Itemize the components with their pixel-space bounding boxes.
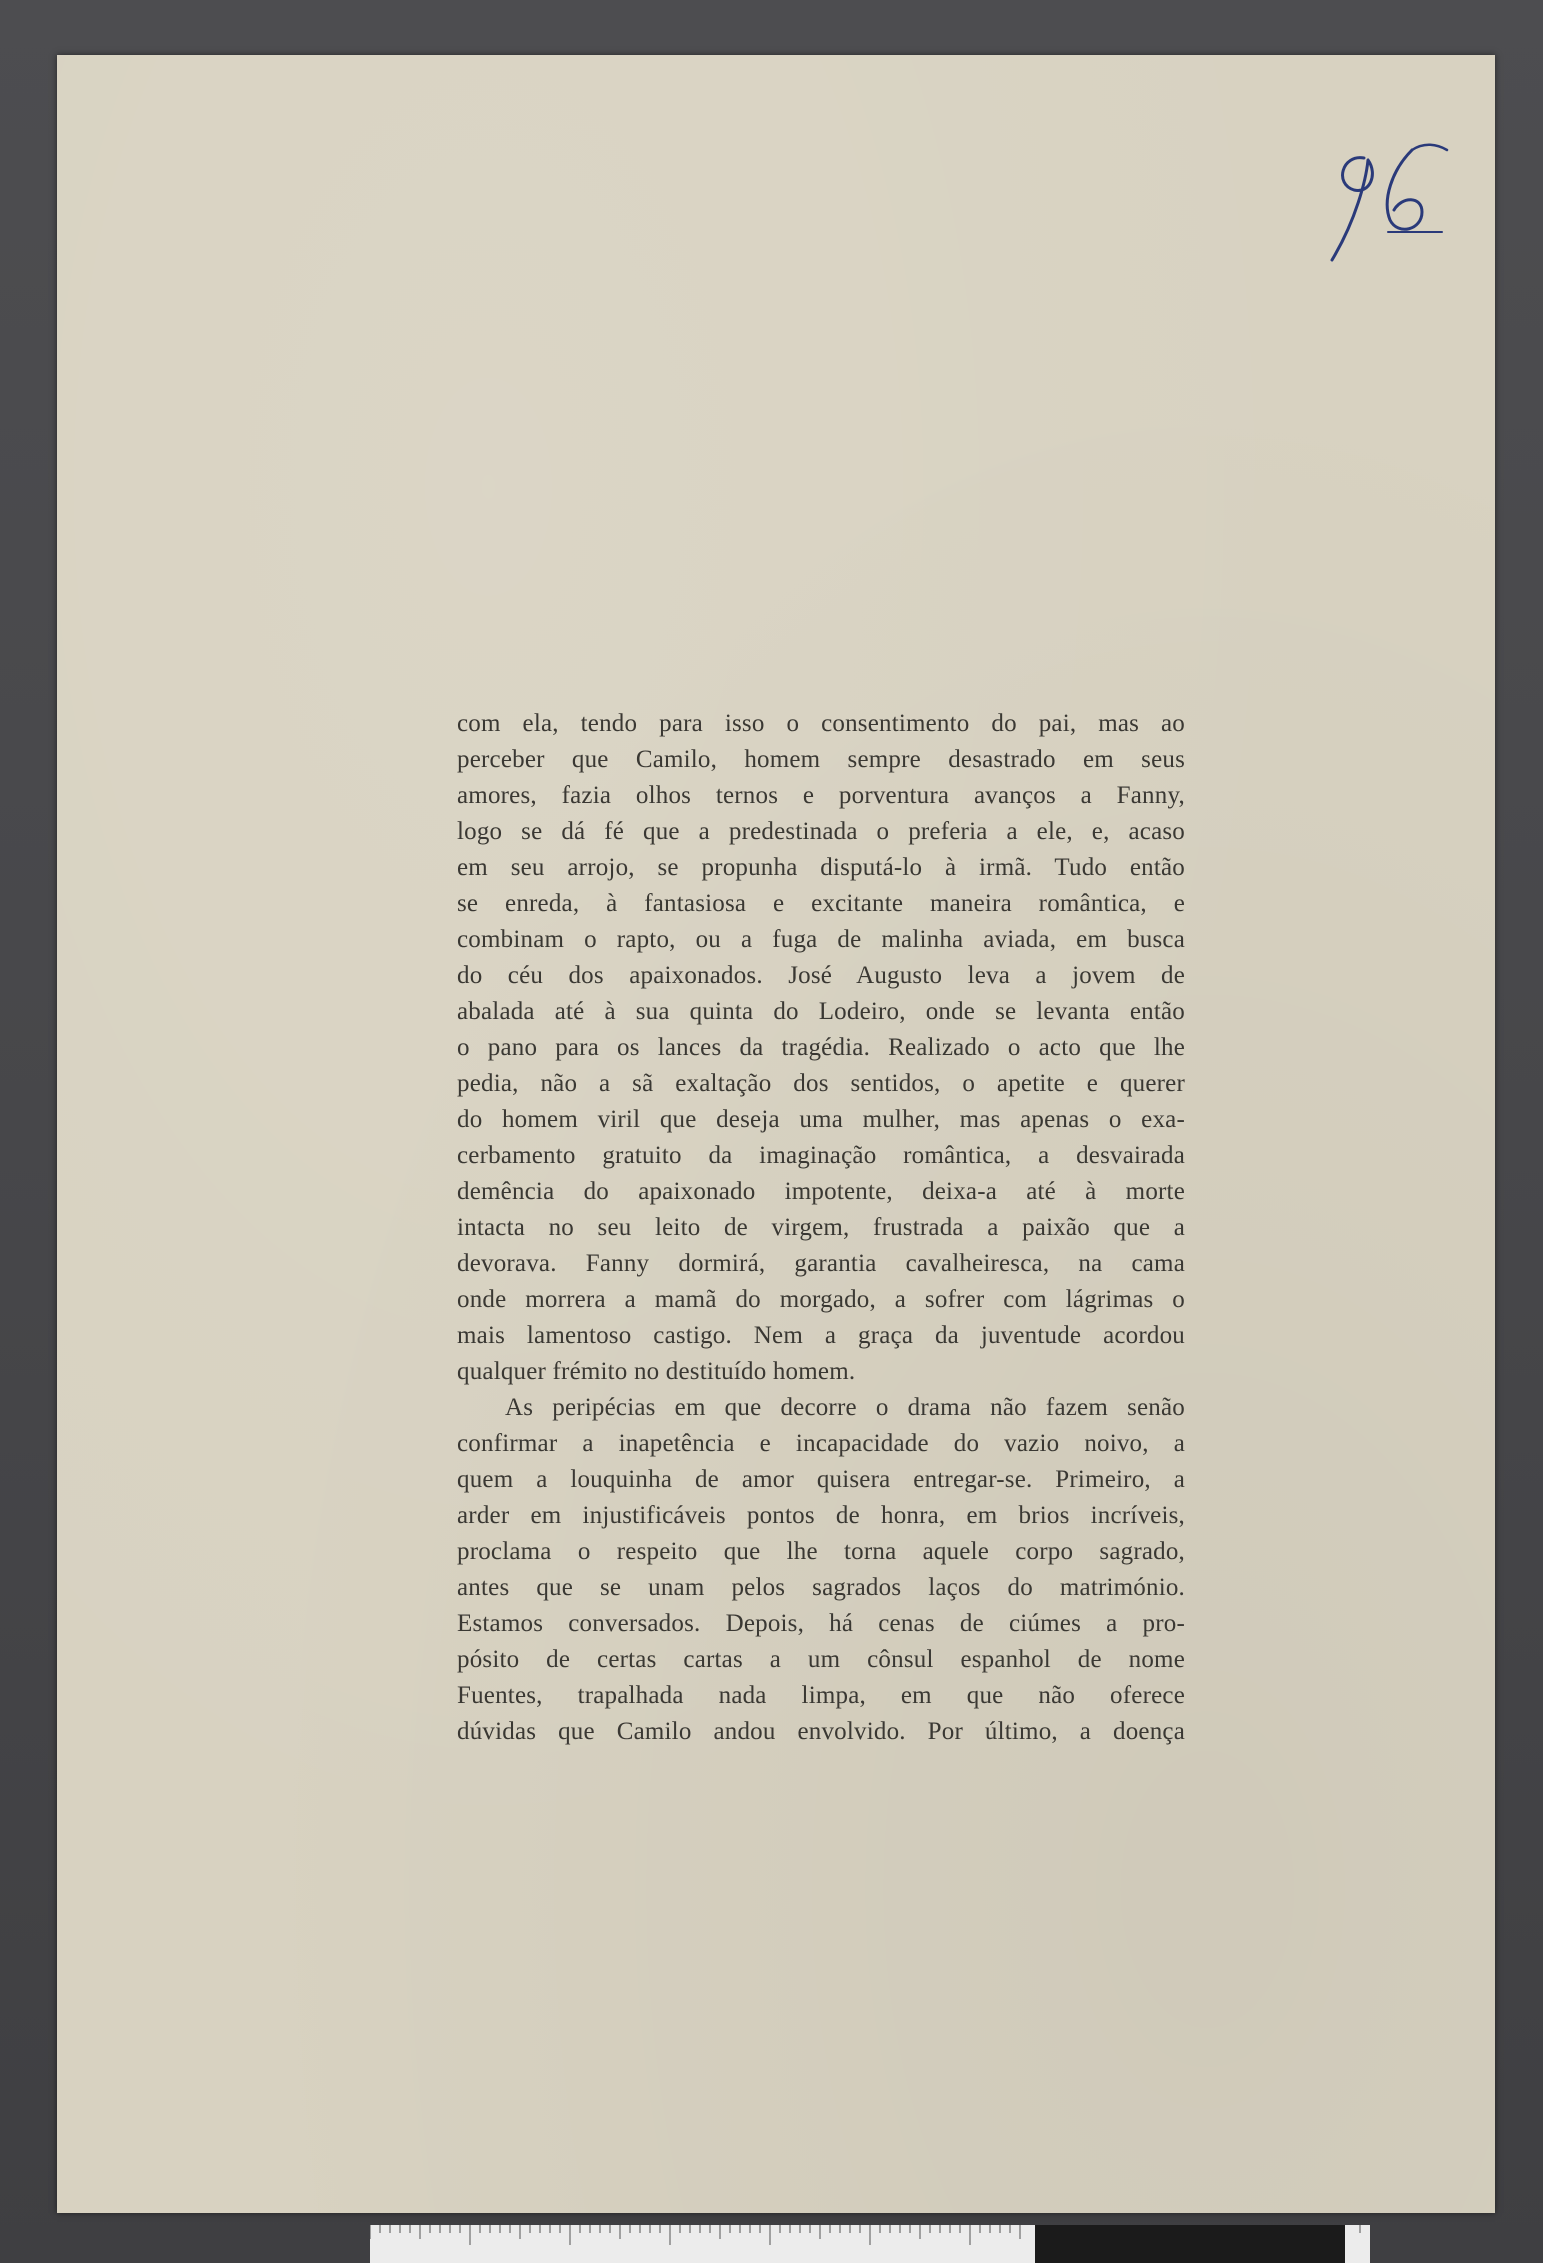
paragraph-1 bbox=[457, 706, 1185, 1390]
text-line: combinam o rapto, ou a fuga de malinha aviada, em busca bbox=[457, 926, 1185, 953]
article-body bbox=[457, 706, 1185, 1750]
text-line: do céu dos apaixonados. José Augusto leva a jovem de bbox=[457, 962, 1185, 989]
text-line: intacta no seu leito de virgem, frustrada a paixão que a bbox=[457, 1214, 1185, 1241]
text-line: mais lamentoso castigo. Nem a graça da juventude acordou bbox=[457, 1322, 1185, 1349]
handwritten-page-number-glyphs bbox=[1312, 140, 1462, 280]
text-line: Fuentes, trapalhada nada limpa, em que não oferece bbox=[457, 1682, 1185, 1709]
text-line: arder em injustificáveis pontos de honra, em brios incríveis, bbox=[457, 1502, 1185, 1529]
text-line: onde morrera a mamã do morgado, a sofrer com lágrimas o bbox=[457, 1286, 1185, 1313]
text-line: em seu arrojo, se propunha disputá-lo à irmã. Tudo então bbox=[457, 854, 1185, 881]
ruler-black-segment bbox=[1035, 2225, 1345, 2263]
text-line: cerbamento gratuito da imaginação romântica, a desvairada bbox=[457, 1142, 1185, 1169]
paragraph-2 bbox=[457, 1390, 1185, 1750]
text-line: confirmar a inapetência e incapacidade do vazio noivo, a bbox=[457, 1430, 1185, 1457]
text-line: antes que se unam pelos sagrados laços do matrimónio. bbox=[457, 1574, 1185, 1601]
text-line: As peripécias em que decorre o drama não fazem senão bbox=[505, 1394, 1185, 1421]
text-line: quem a louquinha de amor quisera entregar-se. Primeiro, a bbox=[457, 1466, 1185, 1493]
text-line: amores, fazia olhos ternos e porventura avanços a Fanny, bbox=[457, 782, 1185, 809]
text-line: com ela, tendo para isso o consentimento do pai, mas ao bbox=[457, 710, 1185, 737]
text-line: pedia, não a sã exaltação dos sentidos, o apetite e querer bbox=[457, 1070, 1185, 1097]
scale-ruler bbox=[370, 2225, 1370, 2263]
text-line: demência do apaixonado impotente, deixa-a até à morte bbox=[457, 1178, 1185, 1205]
text-line: qualquer frémito no destituído homem. bbox=[457, 1358, 856, 1385]
handwritten-page-number bbox=[1312, 140, 1462, 280]
text-line: do homem viril que deseja uma mulher, mas apenas o exa- bbox=[457, 1106, 1185, 1133]
text-line: se enreda, à fantasiosa e excitante maneira romântica, e bbox=[457, 890, 1185, 917]
text-line: perceber que Camilo, homem sempre desastrado em seus bbox=[457, 746, 1185, 773]
paper-sheet bbox=[57, 55, 1495, 2213]
text-line: pósito de certas cartas a um cônsul espanhol de nome bbox=[457, 1646, 1185, 1673]
text-line: Estamos conversados. Depois, há cenas de ciúmes a pro- bbox=[457, 1610, 1185, 1637]
text-line: abalada até à sua quinta do Lodeiro, onde se levanta então bbox=[457, 998, 1185, 1025]
text-line: dúvidas que Camilo andou envolvido. Por último, a doença bbox=[457, 1718, 1185, 1745]
text-line: devorava. Fanny dormirá, garantia cavalheiresca, na cama bbox=[457, 1250, 1185, 1277]
text-line: o pano para os lances da tragédia. Realizado o acto que lhe bbox=[457, 1034, 1185, 1061]
text-line: logo se dá fé que a predestinada o preferia a ele, e, acaso bbox=[457, 818, 1185, 845]
text-line: proclama o respeito que lhe torna aquele corpo sagrado, bbox=[457, 1538, 1185, 1565]
